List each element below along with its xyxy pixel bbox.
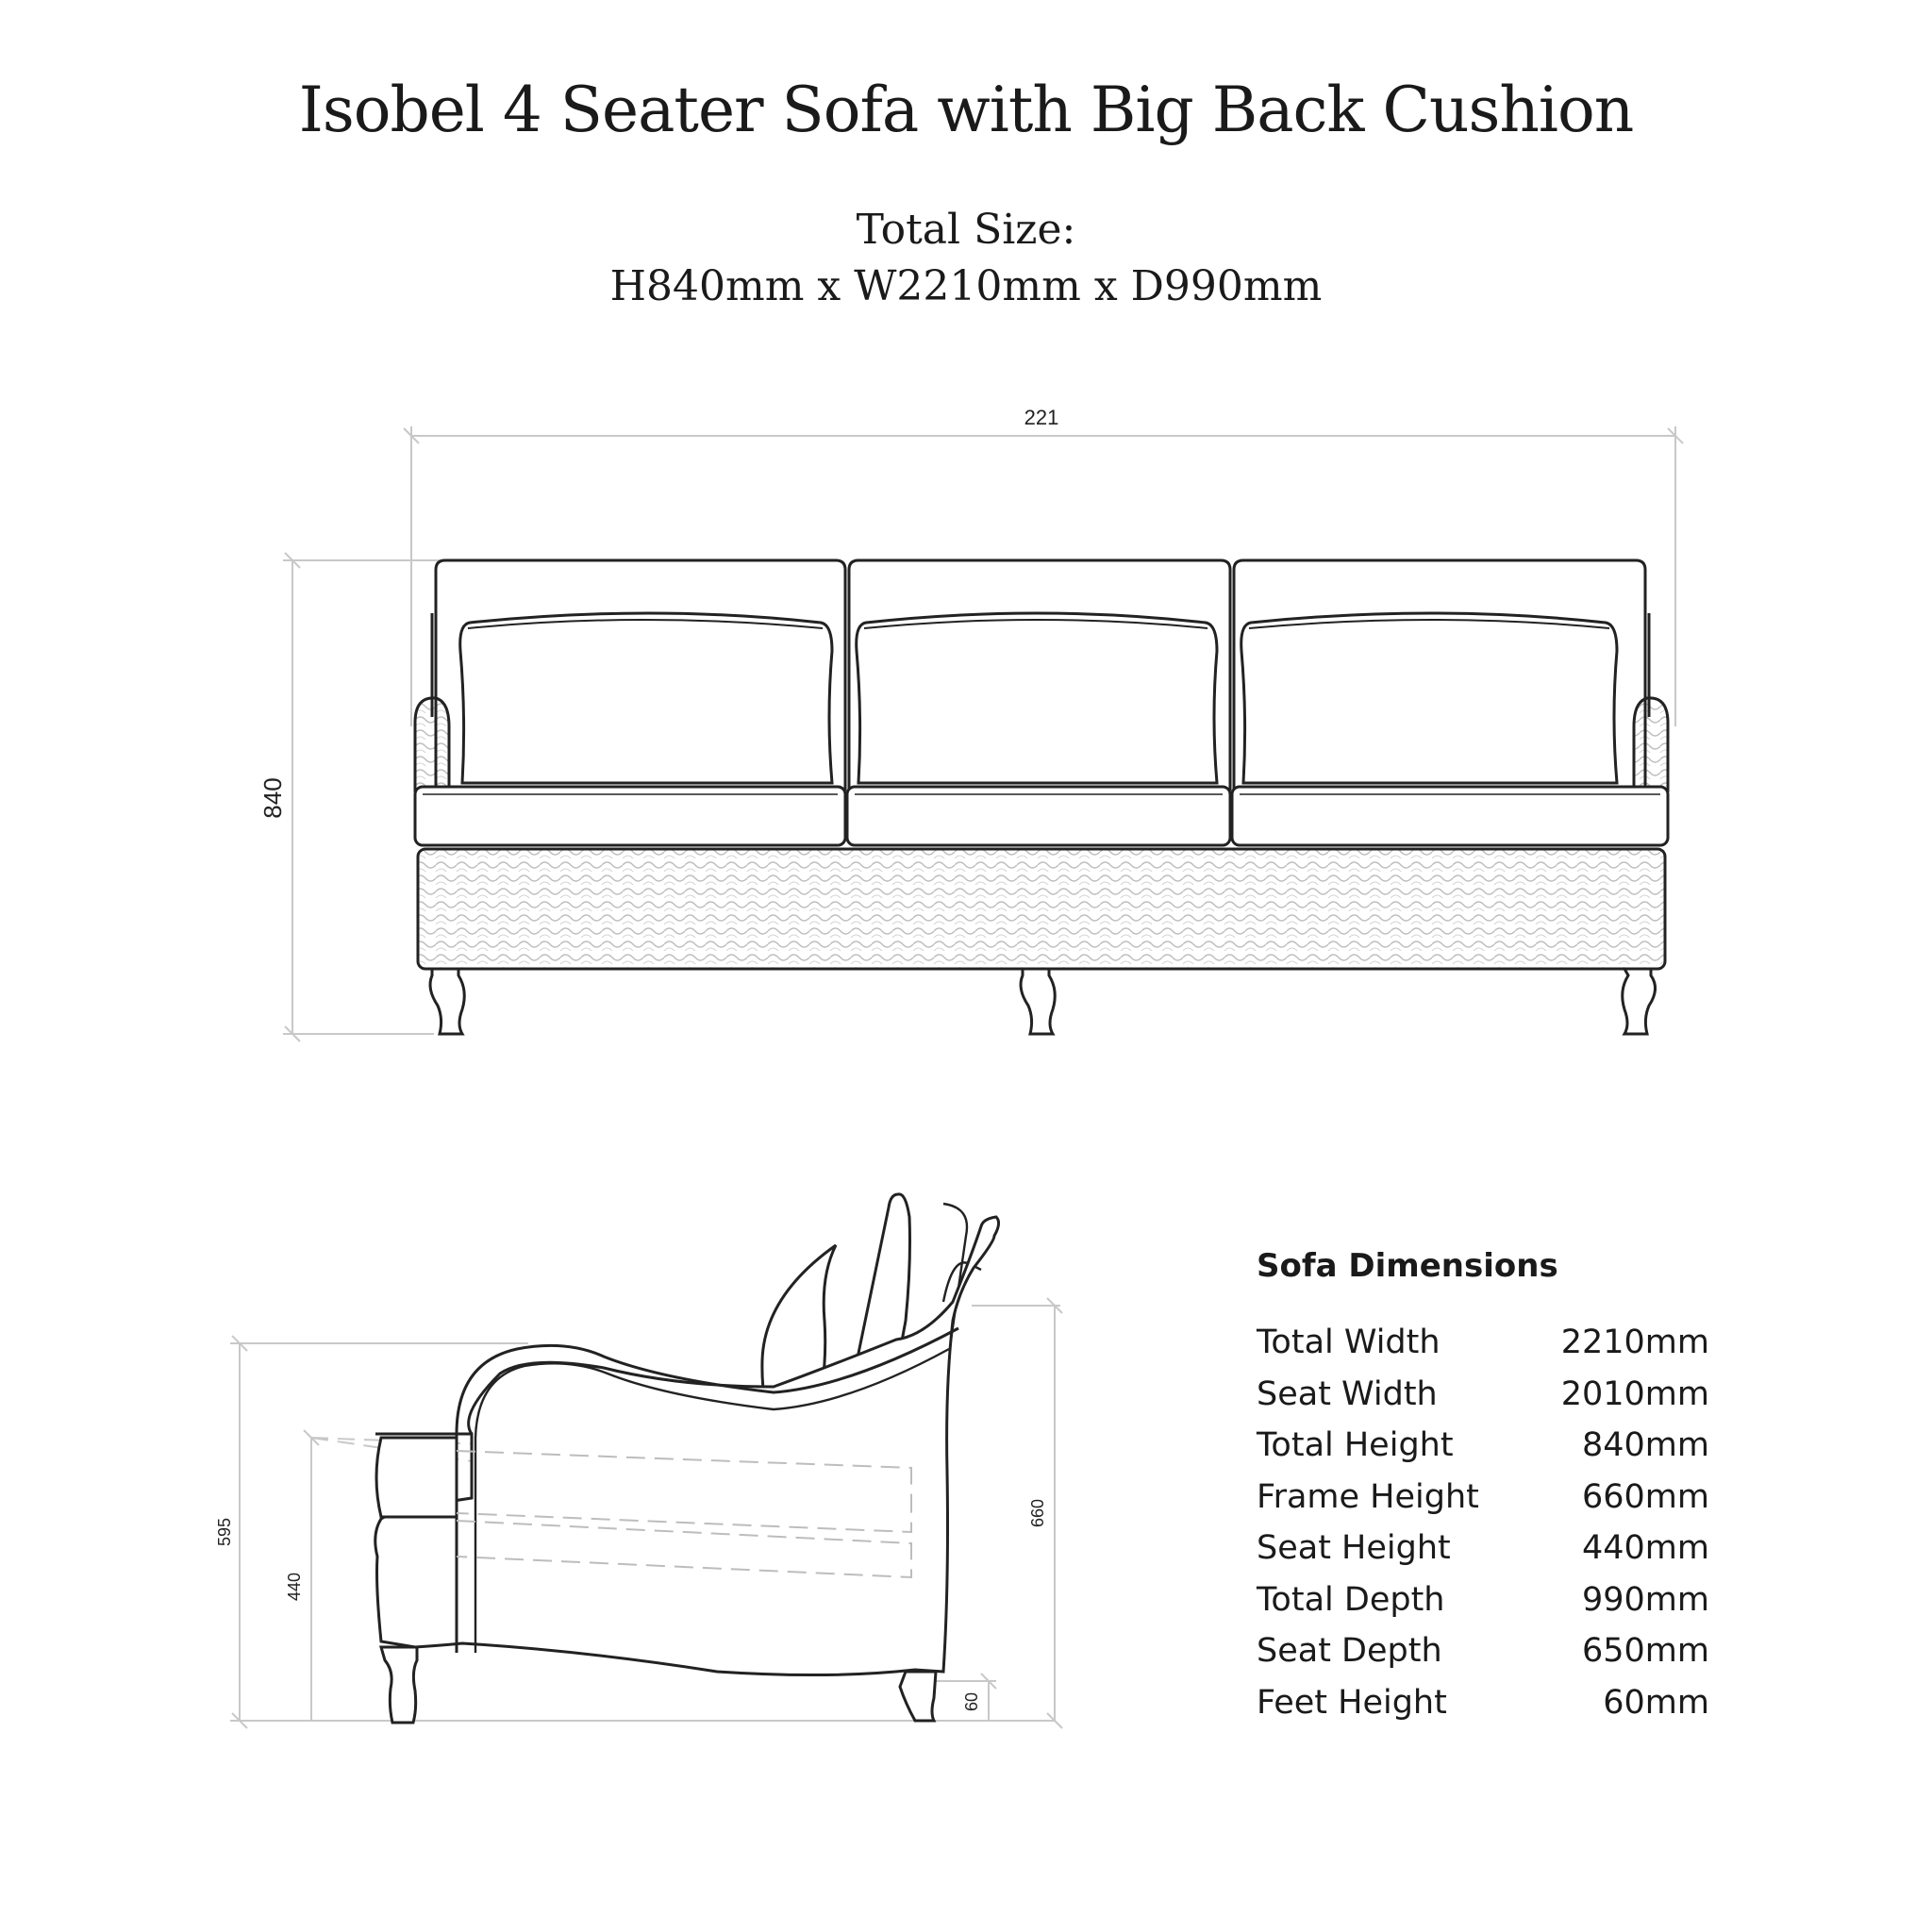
spec-value: 840mm bbox=[1582, 1426, 1709, 1465]
spec-row bbox=[1257, 1574, 1709, 1626]
side-seat-height-label: 440 bbox=[285, 1572, 304, 1602]
spec-label: Total Height bbox=[1257, 1426, 1454, 1465]
side-view bbox=[215, 1194, 1062, 1728]
front-width-label: 221 bbox=[1024, 406, 1059, 429]
spec-label: Frame Height bbox=[1257, 1477, 1479, 1516]
front-view bbox=[258, 406, 1683, 1041]
total-size-value: H840mm x W2210mm x D990mm bbox=[609, 262, 1323, 310]
spec-label: Seat Width bbox=[1257, 1374, 1438, 1413]
spec-value: 2010mm bbox=[1560, 1374, 1709, 1413]
spec-value: 2210mm bbox=[1560, 1324, 1709, 1362]
side-feet-height-label: 60 bbox=[962, 1691, 981, 1712]
spec-value: 660mm bbox=[1582, 1477, 1709, 1516]
spec-value: 650mm bbox=[1582, 1632, 1709, 1671]
spec-row bbox=[1257, 1472, 1709, 1524]
side-frame-height-label: 660 bbox=[1028, 1498, 1047, 1528]
page-title: Isobel 4 Seater Sofa with Big Back Cushion bbox=[298, 74, 1634, 146]
specs-title: Sofa Dimensions bbox=[1257, 1247, 1558, 1285]
side-arm-height-label: 595 bbox=[215, 1517, 234, 1547]
front-legs bbox=[430, 969, 1656, 1034]
spec-value: 990mm bbox=[1582, 1580, 1709, 1619]
specs-table bbox=[1257, 1247, 1709, 1728]
spec-label: Total Depth bbox=[1257, 1580, 1445, 1619]
spec-label: Seat Height bbox=[1257, 1529, 1451, 1568]
spec-row bbox=[1257, 1317, 1709, 1369]
spec-row bbox=[1257, 1523, 1709, 1574]
spec-row bbox=[1257, 1625, 1709, 1677]
spec-row bbox=[1257, 1369, 1709, 1421]
front-seat-cushions bbox=[415, 787, 1668, 845]
front-height-label: 840 bbox=[258, 777, 287, 819]
spec-label: Feet Height bbox=[1257, 1683, 1447, 1722]
spec-row bbox=[1257, 1420, 1709, 1472]
spec-value: 440mm bbox=[1582, 1529, 1709, 1568]
front-base bbox=[418, 849, 1665, 969]
spec-row bbox=[1257, 1677, 1709, 1729]
front-back-cushions bbox=[460, 613, 1617, 783]
front-right-arm bbox=[1634, 698, 1668, 791]
spec-label: Total Width bbox=[1257, 1324, 1441, 1362]
spec-value: 60mm bbox=[1603, 1683, 1709, 1722]
spec-label: Seat Depth bbox=[1257, 1632, 1442, 1671]
total-size-label: Total Size: bbox=[856, 206, 1076, 254]
